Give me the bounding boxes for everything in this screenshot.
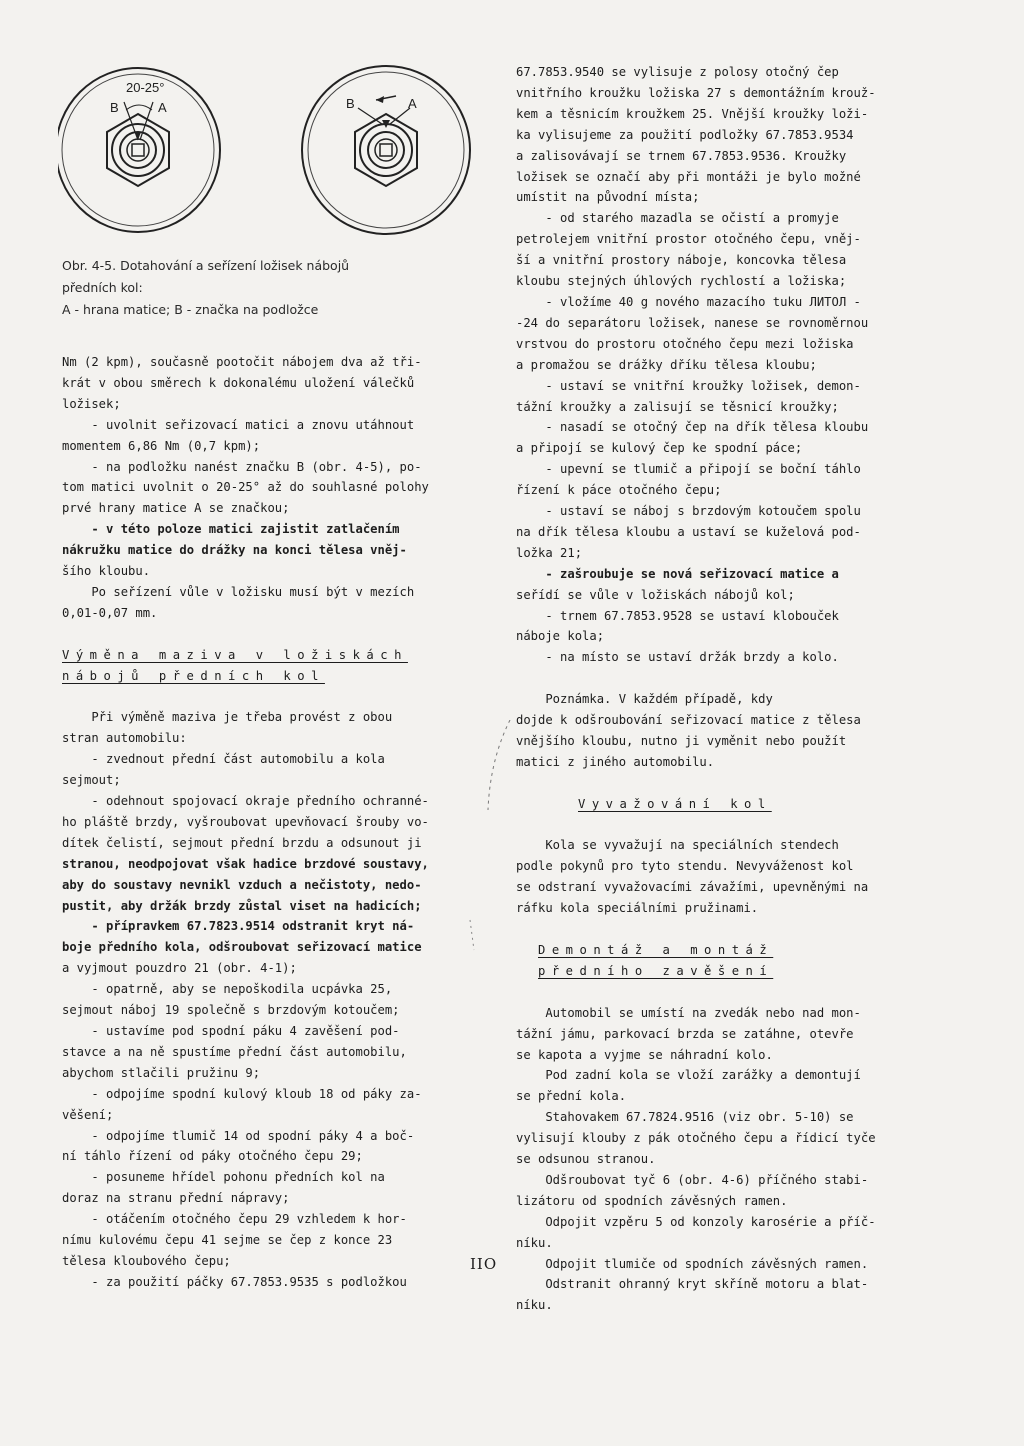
caption-line: Obr. 4-5. Dotahování a seřízení ložisek nábojů — [62, 258, 350, 273]
text-line: - odpojíme tlumič 14 od spodní páky 4 a boč- — [62, 1128, 415, 1143]
text-line: a promažou se drážky dříku tělesa kloubu; — [516, 357, 817, 372]
text-line: kloubu stejných úhlových rychlostí a ložiska; — [516, 274, 847, 289]
text-line: - zvednout přední část automobilu a kola — [62, 752, 385, 767]
label-b-left: B — [110, 100, 119, 115]
text-line: - otáčením otočného čepu 29 vzhledem k hor- — [62, 1212, 407, 1227]
text-line: Odpojit vzpěru 5 od konzoly karosérie a příč- — [516, 1214, 876, 1229]
text-line: - v této poloze matici zajistit zatlačením — [62, 522, 400, 537]
right-column — [516, 62, 946, 1316]
stray-pen-marks — [440, 720, 520, 980]
text-line: šího kloubu. — [62, 564, 151, 579]
bearing-adjustment-figure — [58, 62, 478, 272]
text-line: Odpojit tlumiče od spodních závěsných ramen. — [516, 1256, 869, 1271]
text-line: pustit, aby držák brzdy zůstal viset na hadicích; — [62, 898, 422, 913]
text-line: Odšroubovat tyč 6 (obr. 4-6) příčného stabi- — [516, 1172, 869, 1187]
text-line: Stahovakem 67.7824.9516 (viz obr. 5-10) se — [516, 1110, 854, 1125]
page-number: IIO — [470, 1255, 498, 1273]
text-line: krát v obou směrech k dokonalému uložení válečků — [62, 375, 415, 390]
text-line: níku. — [516, 1235, 553, 1250]
text-line: ho pláště brzdy, vyšroubovat upevňovací šrouby vo- — [62, 814, 429, 829]
note-line: vnějšího kloubu, nutno ji vyměnit nebo použít — [516, 733, 847, 748]
text-line: - na místo se ustaví držák brzdy a kolo. — [516, 650, 839, 665]
text-line: ka vylisujeme za použití podložky 67.7853.9534 — [516, 127, 854, 142]
caption-line: A - hrana matice; B - značka na podložce — [62, 302, 319, 317]
text-line: - zašroubuje se nová seřizovací matice a — [516, 566, 839, 581]
text-line: a připojí se kulový čep ke spodní páce; — [516, 441, 803, 456]
text-line: stavce a na ně spustíme přední část automobilu, — [62, 1044, 407, 1059]
text-line: se odsunou stranou. — [516, 1152, 656, 1167]
text-line: ložka 21; — [516, 545, 583, 560]
text-line: se přední kola. — [516, 1089, 627, 1104]
caption-line: předních kol: — [62, 280, 143, 295]
section-heading: nábojů předních kol — [62, 668, 325, 683]
text-line: tom matici uvolnit o 20-25° až do souhlasné polohy — [62, 480, 429, 495]
text-line: - za použití páčky 67.7853.9535 s podložkou — [62, 1274, 407, 1289]
text-line: podle pokynů pro tyto stendu. Nevyváženost kol — [516, 859, 854, 874]
text-line: 0,01-0,07 mm. — [62, 605, 158, 620]
text-line: aby do soustavy nevnikl vzduch a nečistoty, nedo- — [62, 877, 422, 892]
text-line: a zalisovávají se trnem 67.7853.9536. Kroužky — [516, 148, 847, 163]
text-line: se odstraní vyvažovacími závažími, upevněnými na — [516, 880, 869, 895]
text-line: - ustaví se náboj s brzdovým kotoučem spolu — [516, 504, 861, 519]
text-line: ní táhlo řízení od páky otočného čepu 29; — [62, 1149, 363, 1164]
text-line: na dřík tělesa kloubu a ustaví se kuželová pod- — [516, 524, 861, 539]
section-heading: předního zavěšení — [538, 963, 774, 978]
text-line: 67.7853.9540 se vylisuje z polosy otočný čep — [516, 65, 839, 79]
text-line: boje předního kola, odšroubovat seřizovací matice — [62, 940, 422, 955]
section-heading: Vyvažování kol — [578, 796, 772, 811]
text-line: - upevní se tlumič a připojí se boční táhlo — [516, 462, 861, 477]
figure-caption — [62, 255, 442, 321]
hub-diagram-left — [58, 68, 220, 232]
text-line: stranou, neodpojovat však hadice brzdové soustavy, — [62, 856, 429, 871]
note-line: Poznámka. V každém případě, kdy — [516, 692, 773, 707]
text-line: tělesa kloubového čepu; — [62, 1253, 231, 1268]
text-line: seřídí se vůle v ložiskách nábojů kol; — [516, 587, 795, 602]
text-line: - opatrně, aby se nepoškodila ucpávka 25, — [62, 982, 393, 997]
text-line: - odpojíme spodní kulový kloub 18 od páky za- — [62, 1086, 422, 1101]
text-line: náboje kola; — [516, 629, 605, 644]
left-column — [62, 352, 482, 1293]
text-line: - přípravkem 67.7823.9514 odstranit kryt ná- — [62, 919, 415, 934]
text-line: Kola se vyvažují na speciálních stendech — [516, 838, 839, 853]
text-line: Automobil se umístí na zvedák nebo nad mon- — [516, 1005, 861, 1020]
text-line: nákružku matice do drážky na konci tělesa vněj- — [62, 543, 407, 558]
text-line: lizátoru od spodních závěsných ramen. — [516, 1193, 788, 1208]
note-line: dojde k odšroubování seřizovací matice z tělesa — [516, 713, 861, 728]
label-a-right: A — [408, 96, 417, 111]
text-line: abychom stlačili pružinu 9; — [62, 1065, 261, 1080]
label-a-left: A — [158, 100, 167, 115]
section-heading: Demontáž a montáž — [538, 943, 774, 957]
text-line: se kapota a vyjme se náhradní kolo. — [516, 1047, 773, 1062]
text-line: níku. — [516, 1298, 553, 1313]
text-line: - trnem 67.7853.9528 se ustaví klobouček — [516, 608, 839, 623]
text-line: věšení; — [62, 1107, 114, 1122]
text-line: - ustavíme pod spodní páku 4 zavěšení pod- — [62, 1023, 400, 1038]
text-line: - posuneme hřídel pohonu předních kol na — [62, 1170, 385, 1185]
text-line: ší a vnitřní prostory náboje, koncovka tělesa — [516, 253, 847, 268]
text-line: vrstvou do prostoru otočného čepu mezi ložiska — [516, 336, 854, 351]
text-line: - odehnout spojovací okraje předního ochranné- — [62, 794, 429, 808]
text-line: sejmout náboj 19 společně s brzdovým kotoučem; — [62, 1003, 400, 1018]
text-line: -24 do separátoru ložisek, nanese se rovnoměrnou — [516, 315, 869, 330]
text-line: doraz na stranu přední nápravy; — [62, 1191, 290, 1206]
angle-label-left: 20-25° — [126, 80, 165, 95]
text-line: umístit na původní místa; — [516, 190, 700, 205]
section-heading: Výměna maziva v ložiskách — [62, 647, 408, 662]
text-line: ložisek se označí aby při montáži je bylo možné — [516, 169, 861, 184]
text-line: - ustaví se vnitřní kroužky ložisek, demon- — [516, 378, 861, 393]
text-line: nímu kulovému čepu 41 sejme se čep z konce 23 — [62, 1233, 393, 1248]
text-line: - uvolnit seřizovací matici a znovu utáhnout — [62, 417, 415, 432]
text-line: vnitřního kroužku ložiska 27 s demontážním krouž- — [516, 85, 876, 100]
text-line: ložisek; — [62, 396, 121, 411]
text-line: Po seřízení vůle v ložisku musí být v mezích — [62, 584, 415, 599]
text-line: - na podložku nanést značku B (obr. 4-5), po- — [62, 459, 422, 474]
text-line: - vložíme 40 g nového mazacího tuku ЛИТОЛ - — [516, 294, 861, 309]
text-line: kem a těsnicím kroužkem 25. Vnější kroužky loži- — [516, 106, 869, 121]
hub-diagram-right — [302, 66, 470, 234]
text-line: momentem 6,86 Nm (0,7 kpm); — [62, 438, 261, 453]
text-line: petrolejem vnitřní prostor otočného čepu, vněj- — [516, 232, 861, 247]
text-line: tážní kroužky a zalisují se těsnicí kroužky; — [516, 399, 839, 414]
text-line: tážní jámu, parkovací brzda se zatáhne, otevře — [516, 1026, 854, 1041]
text-line: Pod zadní kola se vloží zarážky a demontují — [516, 1068, 861, 1083]
text-line: dítek čelistí, sejmout přední brzdu a odsunout ji — [62, 835, 422, 850]
label-b-right: B — [346, 96, 355, 111]
text-line: řízení k páce otočného čepu; — [516, 483, 722, 498]
text-line: a vyjmout pouzdro 21 (obr. 4-1); — [62, 961, 297, 976]
text-line: - od starého mazadla se očistí a promyje — [516, 211, 839, 226]
note-line: matici z jiného automobilu. — [516, 754, 715, 769]
text-line: Nm (2 kpm), současně pootočit nábojem dva až tři- — [62, 355, 422, 369]
text-line: stran automobilu: — [62, 731, 187, 746]
text-line: - nasadí se otočný čep na dřík tělesa kloubu — [516, 420, 869, 435]
text-line: Odstranit ohranný kryt skříně motoru a blat- — [516, 1277, 869, 1292]
text-line: Při výměně maziva je třeba provést z obou — [62, 710, 393, 725]
text-line: vylisují klouby z pák otočného čepu a řídicí tyče — [516, 1131, 876, 1146]
text-line: sejmout; — [62, 773, 121, 788]
text-line: ráfku kola speciálními pružinami. — [516, 901, 759, 916]
text-line: prvé hrany matice A se značkou; — [62, 501, 290, 516]
